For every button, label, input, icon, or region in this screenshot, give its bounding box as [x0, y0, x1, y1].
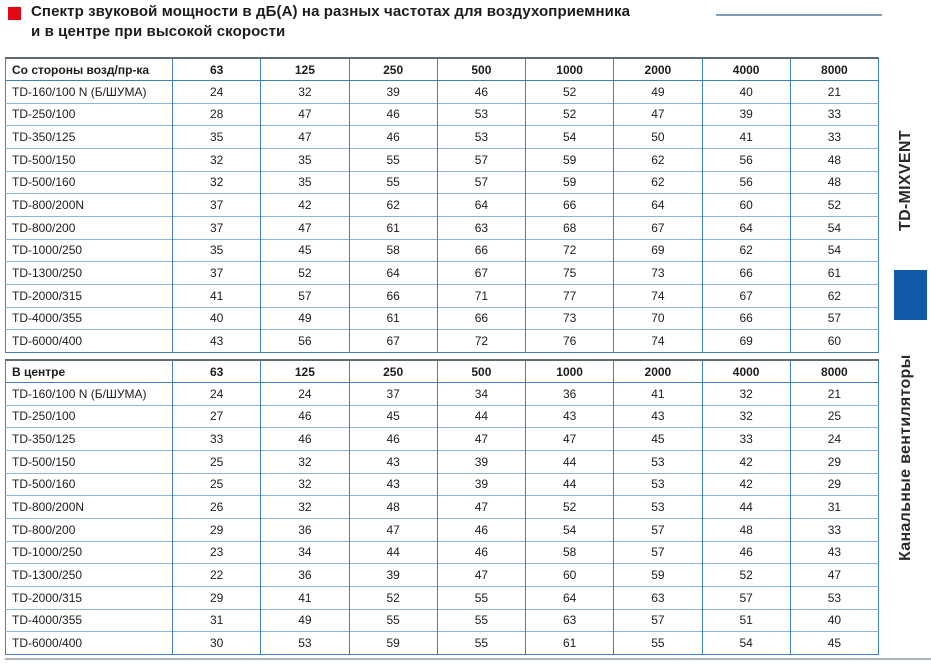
value-cell: 41 — [614, 383, 702, 406]
value-cell: 45 — [349, 405, 437, 428]
freq-column-header: 125 — [261, 360, 349, 383]
page-title-line1: Спектр звуковой мощности в дБ(А) на разных частотах для воздухоприемника — [31, 3, 631, 20]
table-row — [6, 239, 879, 262]
value-cell: 57 — [790, 307, 878, 330]
value-cell: 39 — [349, 81, 437, 104]
value-cell: 48 — [349, 496, 437, 519]
table-row — [6, 330, 879, 353]
value-cell: 47 — [261, 103, 349, 126]
model-name-cell: TD-800/200 — [6, 216, 173, 239]
value-cell: 67 — [349, 330, 437, 353]
model-name-cell: TD-1000/250 — [6, 541, 173, 564]
value-cell: 66 — [526, 194, 614, 217]
value-cell: 39 — [349, 564, 437, 587]
table-row — [6, 262, 879, 285]
value-cell: 24 — [173, 81, 261, 104]
value-cell: 44 — [526, 450, 614, 473]
value-cell: 25 — [790, 405, 878, 428]
noise-table-inlet — [5, 57, 879, 353]
value-cell: 75 — [526, 262, 614, 285]
value-cell: 34 — [261, 541, 349, 564]
value-cell: 57 — [614, 541, 702, 564]
value-cell: 54 — [702, 632, 790, 655]
value-cell: 34 — [437, 383, 525, 406]
value-cell: 43 — [790, 541, 878, 564]
value-cell: 54 — [790, 239, 878, 262]
value-cell: 59 — [614, 564, 702, 587]
value-cell: 37 — [349, 383, 437, 406]
model-name-cell: TD-1300/250 — [6, 564, 173, 587]
freq-column-header: 4000 — [702, 58, 790, 81]
value-cell: 37 — [173, 194, 261, 217]
table-row — [6, 518, 879, 541]
freq-column-header: 250 — [349, 58, 437, 81]
table-row — [6, 609, 879, 632]
value-cell: 21 — [790, 81, 878, 104]
value-cell: 33 — [790, 126, 878, 149]
model-name-cell: TD-250/100 — [6, 405, 173, 428]
value-cell: 55 — [437, 586, 525, 609]
model-name-cell: TD-500/160 — [6, 473, 173, 496]
value-cell: 43 — [526, 405, 614, 428]
value-cell: 22 — [173, 564, 261, 587]
value-cell: 53 — [614, 450, 702, 473]
value-cell: 32 — [173, 171, 261, 194]
value-cell: 64 — [437, 194, 525, 217]
noise-table-center — [5, 359, 879, 655]
value-cell: 54 — [526, 126, 614, 149]
model-name-cell: TD-6000/400 — [6, 330, 173, 353]
value-cell: 46 — [261, 428, 349, 451]
model-name-cell: TD-250/100 — [6, 103, 173, 126]
value-cell: 53 — [261, 632, 349, 655]
value-cell: 62 — [702, 239, 790, 262]
freq-column-header: 500 — [437, 360, 525, 383]
value-cell: 53 — [614, 496, 702, 519]
value-cell: 63 — [614, 586, 702, 609]
value-cell: 49 — [261, 609, 349, 632]
value-cell: 25 — [173, 450, 261, 473]
table-header-row — [6, 360, 879, 383]
value-cell: 56 — [702, 148, 790, 171]
value-cell: 66 — [702, 262, 790, 285]
freq-column-header: 8000 — [790, 360, 878, 383]
value-cell: 47 — [261, 126, 349, 149]
model-name-cell: TD-4000/355 — [6, 609, 173, 632]
value-cell: 35 — [261, 171, 349, 194]
value-cell: 64 — [614, 194, 702, 217]
value-cell: 46 — [702, 541, 790, 564]
value-cell: 64 — [702, 216, 790, 239]
value-cell: 66 — [437, 239, 525, 262]
table-row — [6, 428, 879, 451]
page-title — [31, 2, 630, 42]
table-row — [6, 171, 879, 194]
value-cell: 42 — [261, 194, 349, 217]
table-row — [6, 307, 879, 330]
value-cell: 61 — [349, 216, 437, 239]
value-cell: 33 — [702, 428, 790, 451]
freq-column-header: 2000 — [614, 58, 702, 81]
value-cell: 47 — [261, 216, 349, 239]
value-cell: 44 — [526, 473, 614, 496]
value-cell: 46 — [261, 405, 349, 428]
model-name-cell: TD-350/125 — [6, 126, 173, 149]
table-row — [6, 473, 879, 496]
value-cell: 53 — [790, 586, 878, 609]
value-cell: 43 — [173, 330, 261, 353]
value-cell: 29 — [173, 518, 261, 541]
value-cell: 36 — [261, 564, 349, 587]
table-row — [6, 216, 879, 239]
table-row — [6, 148, 879, 171]
freq-column-header: 500 — [437, 58, 525, 81]
freq-column-header: 63 — [173, 58, 261, 81]
value-cell: 74 — [614, 284, 702, 307]
value-cell: 45 — [614, 428, 702, 451]
value-cell: 66 — [349, 284, 437, 307]
value-cell: 46 — [349, 126, 437, 149]
section-bullet-icon — [8, 7, 21, 20]
model-name-cell: TD-350/125 — [6, 428, 173, 451]
table-row — [6, 383, 879, 406]
value-cell: 47 — [437, 564, 525, 587]
value-cell: 44 — [349, 541, 437, 564]
value-cell: 39 — [437, 473, 525, 496]
value-cell: 21 — [790, 383, 878, 406]
value-cell: 46 — [437, 541, 525, 564]
sidebar-series-label: TD-MIXVENT — [897, 130, 914, 232]
value-cell: 47 — [437, 428, 525, 451]
value-cell: 40 — [702, 81, 790, 104]
value-cell: 41 — [702, 126, 790, 149]
value-cell: 57 — [614, 518, 702, 541]
value-cell: 62 — [614, 148, 702, 171]
table-row — [6, 405, 879, 428]
value-cell: 54 — [526, 518, 614, 541]
value-cell: 39 — [702, 103, 790, 126]
value-cell: 33 — [790, 518, 878, 541]
value-cell: 60 — [790, 330, 878, 353]
value-cell: 32 — [261, 473, 349, 496]
value-cell: 29 — [790, 473, 878, 496]
value-cell: 32 — [702, 383, 790, 406]
value-cell: 68 — [526, 216, 614, 239]
value-cell: 52 — [702, 564, 790, 587]
value-cell: 31 — [173, 609, 261, 632]
value-cell: 62 — [614, 171, 702, 194]
model-name-cell: TD-2000/315 — [6, 284, 173, 307]
model-name-cell: TD-500/150 — [6, 148, 173, 171]
value-cell: 59 — [526, 171, 614, 194]
value-cell: 74 — [614, 330, 702, 353]
freq-column-header: 4000 — [702, 360, 790, 383]
table-row — [6, 586, 879, 609]
value-cell: 58 — [526, 541, 614, 564]
model-name-cell: TD-1300/250 — [6, 262, 173, 285]
value-cell: 49 — [614, 81, 702, 104]
value-cell: 66 — [702, 307, 790, 330]
value-cell: 73 — [614, 262, 702, 285]
value-cell: 52 — [526, 103, 614, 126]
value-cell: 77 — [526, 284, 614, 307]
value-cell: 62 — [349, 194, 437, 217]
value-cell: 61 — [349, 307, 437, 330]
value-cell: 24 — [261, 383, 349, 406]
value-cell: 25 — [173, 473, 261, 496]
value-cell: 26 — [173, 496, 261, 519]
value-cell: 69 — [614, 239, 702, 262]
model-name-cell: TD-2000/315 — [6, 586, 173, 609]
table-row — [6, 194, 879, 217]
value-cell: 63 — [526, 609, 614, 632]
value-cell: 46 — [437, 518, 525, 541]
model-name-cell: TD-6000/400 — [6, 632, 173, 655]
value-cell: 59 — [349, 632, 437, 655]
value-cell: 43 — [614, 405, 702, 428]
value-cell: 32 — [261, 496, 349, 519]
value-cell: 50 — [614, 126, 702, 149]
model-name-cell: TD-4000/355 — [6, 307, 173, 330]
value-cell: 48 — [702, 518, 790, 541]
value-cell: 64 — [349, 262, 437, 285]
value-cell: 56 — [261, 330, 349, 353]
value-cell: 67 — [614, 216, 702, 239]
value-cell: 30 — [173, 632, 261, 655]
freq-column-header: 1000 — [526, 360, 614, 383]
page-title-line2: и в центре при высокой скорости — [31, 23, 286, 40]
value-cell: 45 — [790, 632, 878, 655]
value-cell: 47 — [526, 428, 614, 451]
table-row — [6, 103, 879, 126]
bottom-rule — [5, 658, 931, 660]
value-cell: 37 — [173, 216, 261, 239]
value-cell: 32 — [261, 450, 349, 473]
value-cell: 55 — [437, 632, 525, 655]
value-cell: 40 — [173, 307, 261, 330]
value-cell: 42 — [702, 473, 790, 496]
value-cell: 70 — [614, 307, 702, 330]
value-cell: 27 — [173, 405, 261, 428]
value-cell: 32 — [702, 405, 790, 428]
value-cell: 47 — [790, 564, 878, 587]
value-cell: 60 — [526, 564, 614, 587]
model-name-cell: TD-800/200N — [6, 496, 173, 519]
freq-column-header: 125 — [261, 58, 349, 81]
value-cell: 23 — [173, 541, 261, 564]
model-name-cell: TD-1000/250 — [6, 239, 173, 262]
value-cell: 67 — [437, 262, 525, 285]
value-cell: 52 — [349, 586, 437, 609]
freq-column-header: 63 — [173, 360, 261, 383]
value-cell: 32 — [261, 81, 349, 104]
value-cell: 52 — [526, 496, 614, 519]
value-cell: 55 — [349, 609, 437, 632]
value-cell: 57 — [261, 284, 349, 307]
value-cell: 54 — [790, 216, 878, 239]
value-cell: 72 — [526, 239, 614, 262]
value-cell: 55 — [614, 632, 702, 655]
model-name-cell: TD-800/200N — [6, 194, 173, 217]
value-cell: 57 — [437, 171, 525, 194]
value-cell: 73 — [526, 307, 614, 330]
value-cell: 44 — [702, 496, 790, 519]
value-cell: 61 — [526, 632, 614, 655]
value-cell: 33 — [173, 428, 261, 451]
value-cell: 57 — [437, 148, 525, 171]
value-cell: 36 — [261, 518, 349, 541]
value-cell: 48 — [790, 148, 878, 171]
value-cell: 35 — [261, 148, 349, 171]
value-cell: 40 — [790, 609, 878, 632]
value-cell: 37 — [173, 262, 261, 285]
table-row — [6, 450, 879, 473]
sidebar-tab-square — [894, 270, 927, 320]
value-cell: 67 — [702, 284, 790, 307]
freq-column-header: 2000 — [614, 360, 702, 383]
model-name-cell: TD-500/150 — [6, 450, 173, 473]
value-cell: 24 — [173, 383, 261, 406]
table-row — [6, 541, 879, 564]
value-cell: 43 — [349, 450, 437, 473]
model-name-cell: TD-500/160 — [6, 171, 173, 194]
value-cell: 57 — [702, 586, 790, 609]
table-row — [6, 564, 879, 587]
table-row — [6, 126, 879, 149]
value-cell: 66 — [437, 307, 525, 330]
value-cell: 46 — [349, 103, 437, 126]
model-name-cell: TD-160/100 N (Б/ШУМА) — [12, 386, 147, 401]
value-cell: 45 — [261, 239, 349, 262]
table-row — [6, 496, 879, 519]
table-corner-label: В центре — [6, 360, 173, 383]
freq-column-header: 1000 — [526, 58, 614, 81]
value-cell: 28 — [173, 103, 261, 126]
value-cell: 36 — [526, 383, 614, 406]
value-cell: 52 — [790, 194, 878, 217]
value-cell: 62 — [790, 284, 878, 307]
value-cell: 31 — [790, 496, 878, 519]
value-cell: 24 — [790, 428, 878, 451]
value-cell: 39 — [437, 450, 525, 473]
value-cell: 55 — [349, 148, 437, 171]
value-cell: 53 — [437, 103, 525, 126]
value-cell: 41 — [261, 586, 349, 609]
value-cell: 60 — [702, 194, 790, 217]
value-cell: 55 — [437, 609, 525, 632]
value-cell: 41 — [173, 284, 261, 307]
value-cell: 58 — [349, 239, 437, 262]
table-header-row — [6, 58, 879, 81]
value-cell: 47 — [437, 496, 525, 519]
value-cell: 72 — [437, 330, 525, 353]
table-row — [6, 632, 879, 655]
value-cell: 55 — [349, 171, 437, 194]
value-cell: 51 — [702, 609, 790, 632]
table-row — [6, 284, 879, 307]
value-cell: 29 — [173, 586, 261, 609]
table-row — [6, 81, 879, 104]
value-cell: 71 — [437, 284, 525, 307]
value-cell: 46 — [349, 428, 437, 451]
value-cell: 43 — [349, 473, 437, 496]
value-cell: 47 — [349, 518, 437, 541]
value-cell: 42 — [702, 450, 790, 473]
sidebar-category-label: Канальные вентиляторы — [897, 354, 914, 562]
value-cell: 63 — [437, 216, 525, 239]
value-cell: 33 — [790, 103, 878, 126]
value-cell: 32 — [173, 148, 261, 171]
value-cell: 35 — [173, 126, 261, 149]
value-cell: 76 — [526, 330, 614, 353]
table-corner-label: Со стороны возд/пр-ка — [6, 58, 173, 81]
value-cell: 29 — [790, 450, 878, 473]
freq-column-header: 8000 — [790, 58, 878, 81]
value-cell: 53 — [437, 126, 525, 149]
value-cell: 53 — [614, 473, 702, 496]
model-name-cell: TD-800/200 — [6, 518, 173, 541]
value-cell: 46 — [437, 81, 525, 104]
value-cell: 57 — [614, 609, 702, 632]
value-cell: 48 — [790, 171, 878, 194]
value-cell: 64 — [526, 586, 614, 609]
value-cell: 61 — [790, 262, 878, 285]
value-cell: 59 — [526, 148, 614, 171]
model-name-cell: TD-160/100 N (Б/ШУМА) — [12, 84, 147, 99]
value-cell: 52 — [261, 262, 349, 285]
value-cell: 47 — [614, 103, 702, 126]
freq-column-header: 250 — [349, 360, 437, 383]
value-cell: 52 — [526, 81, 614, 104]
value-cell: 44 — [437, 405, 525, 428]
value-cell: 49 — [261, 307, 349, 330]
value-cell: 56 — [702, 171, 790, 194]
title-rule — [716, 14, 882, 16]
value-cell: 35 — [173, 239, 261, 262]
value-cell: 69 — [702, 330, 790, 353]
